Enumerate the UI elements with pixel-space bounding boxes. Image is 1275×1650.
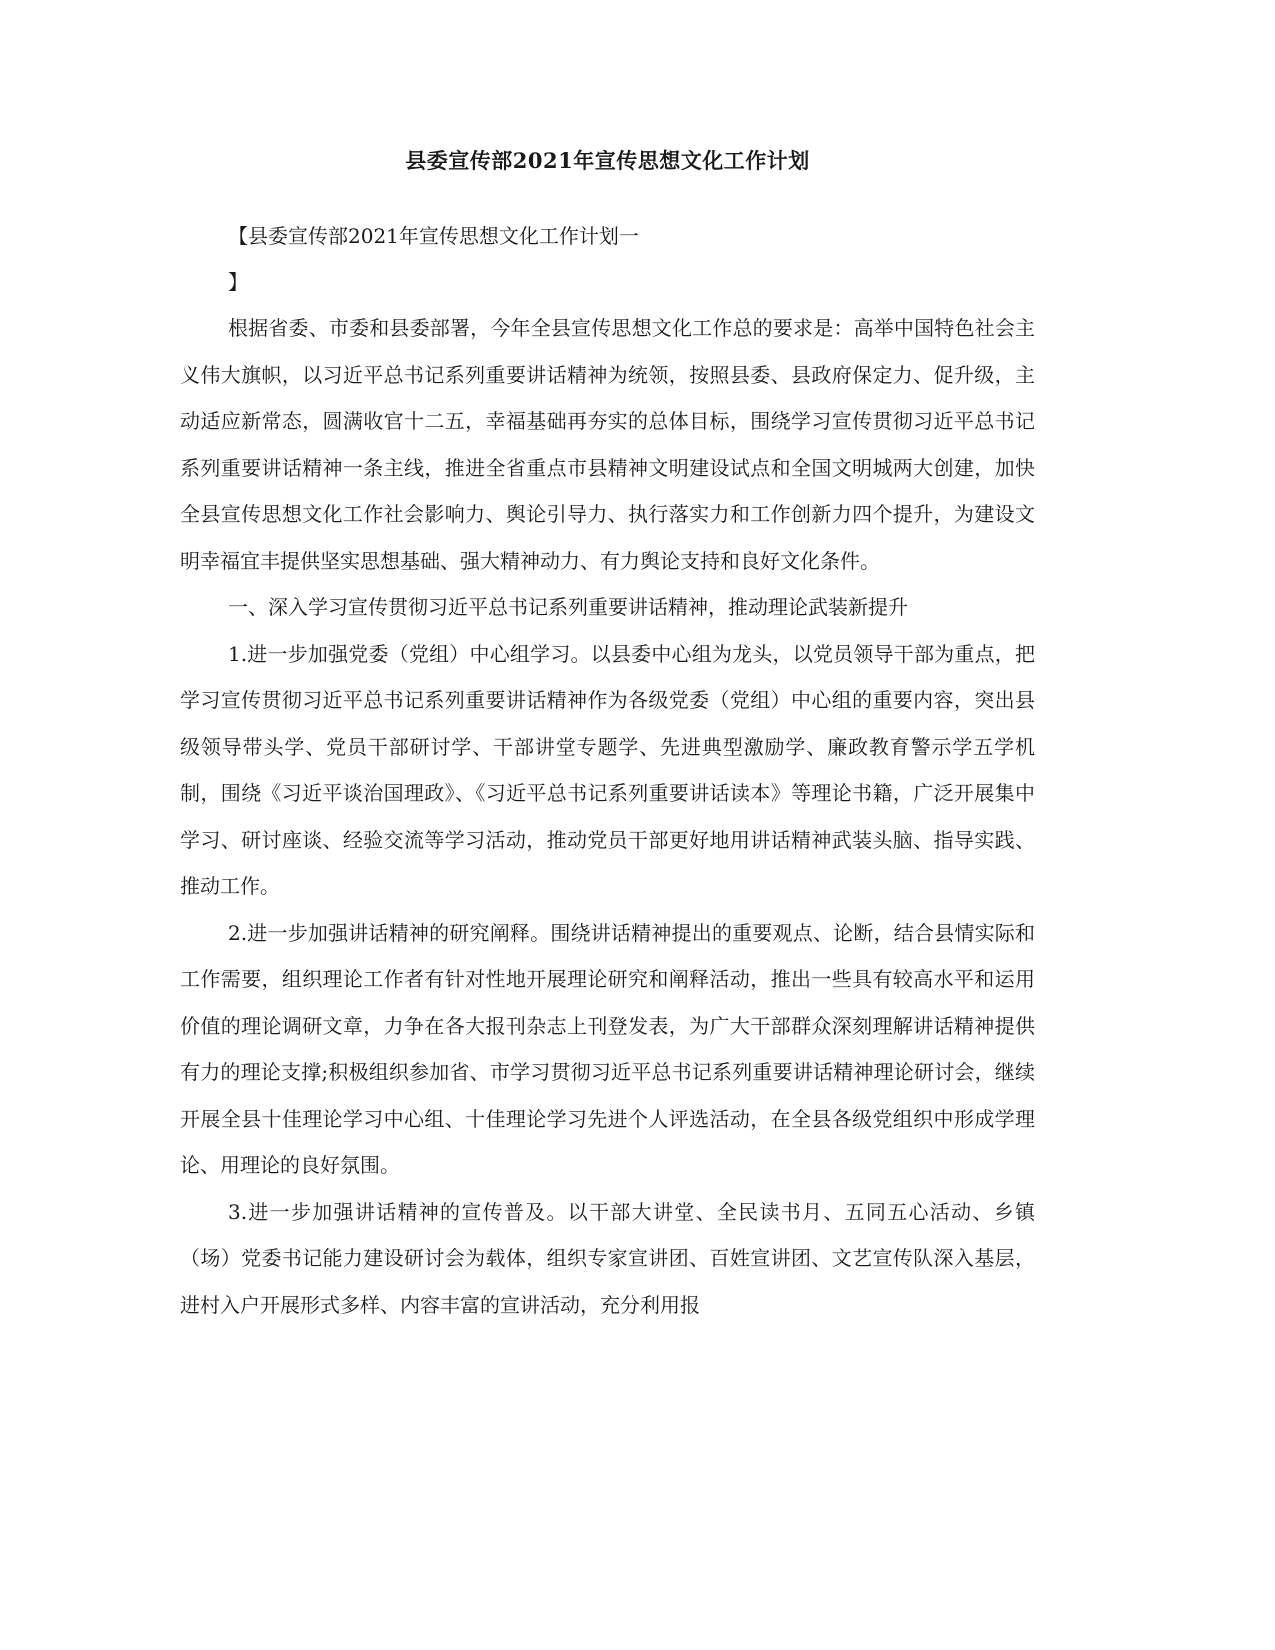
document-subheading xyxy=(228,213,1028,305)
paragraph-item-1: 1.进一步加强党委（党组）中心组学习。以县委中心组为龙头，以党员领导干部为重点，把学习宣传贯彻习近平总书记系列重要讲话精神作为各级党委（党组）中心组的重要内容，突出县级领导带头学、党员干部研讨学、干部讲堂专题学、先进典型激励学、廉政教育警示学五学机制，围绕《习近平谈治国理政》、《习近平总书记系列重要讲话读本》等理论书籍，广泛开展集中学习、研讨座谈、经验交流等学习活动，推动党员干部更好地用讲话精神武装头脑、指导实践、推动工作。 xyxy=(180,641,1035,898)
section-heading-1: 一、深入学习宣传贯彻习近平总书记系列重要讲话精神，推动理论武装新提升 xyxy=(228,595,908,619)
paragraph-item-2: 2.进一步加强讲话精神的研究阐释。围绕讲话精神提出的重要观点、论断，结合县情实际和工作需要，组织理论工作者有针对性地开展理论研究和阐释活动，推出一些具有较高水平和运用价值的理论调研文章，力争在各大报刊杂志上刊登发表，为广大干部群众深刻理解讲话精神提供有力的理论支撑;积极组织参加省、市学习贯彻习近平总书记系列重要讲话精神理论研讨会，继续开展全县十佳理论学习中心组、十佳理论学习先进个人评选活动，在全县各级党组织中形成学理论、用理论的良好氛围。 xyxy=(180,920,1035,1177)
document-body xyxy=(180,305,1035,1328)
document-title: 县委宣传部2021年宣传思想文化工作计划 xyxy=(405,148,810,173)
subheading-line-1: 【县委宣传部2021年宣传思想文化工作计划一 xyxy=(228,224,639,248)
paragraph-intro: 根据省委、市委和县委部署，今年全县宣传思想文化工作总的要求是：高举中国特色社会主义伟大旗帜，以习近平总书记系列重要讲话精神为统领，按照县委、县政府保定力、促升级，主动适应新常态，圆满收官十二五，幸福基础再夯实的总体目标，围绕学习宣传贯彻习近平总书记系列重要讲话精神一条主线，推进全省重点市县精神文明建设试点和全国文明城两大创建，加快全县宣传思想文化工作社会影响力、舆论引导力、执行落实力和工作创新力四个提升，为建设文明幸福宜丰提供坚实思想基础、强大精神动力、有力舆论支持和良好文化条件。 xyxy=(180,316,1035,573)
subheading-line-2: 】 xyxy=(228,270,248,294)
paragraph-item-3: 3.进一步加强讲话精神的宣传普及。以干部大讲堂、全民读书月、五同五心活动、乡镇（场）党委书记能力建设研讨会为载体，组织专家宣讲团、百姓宣讲团、文艺宣传队深入基层，进村入户开展形式多样、内容丰富的宣讲活动，充分利用报 xyxy=(180,1199,1035,1317)
